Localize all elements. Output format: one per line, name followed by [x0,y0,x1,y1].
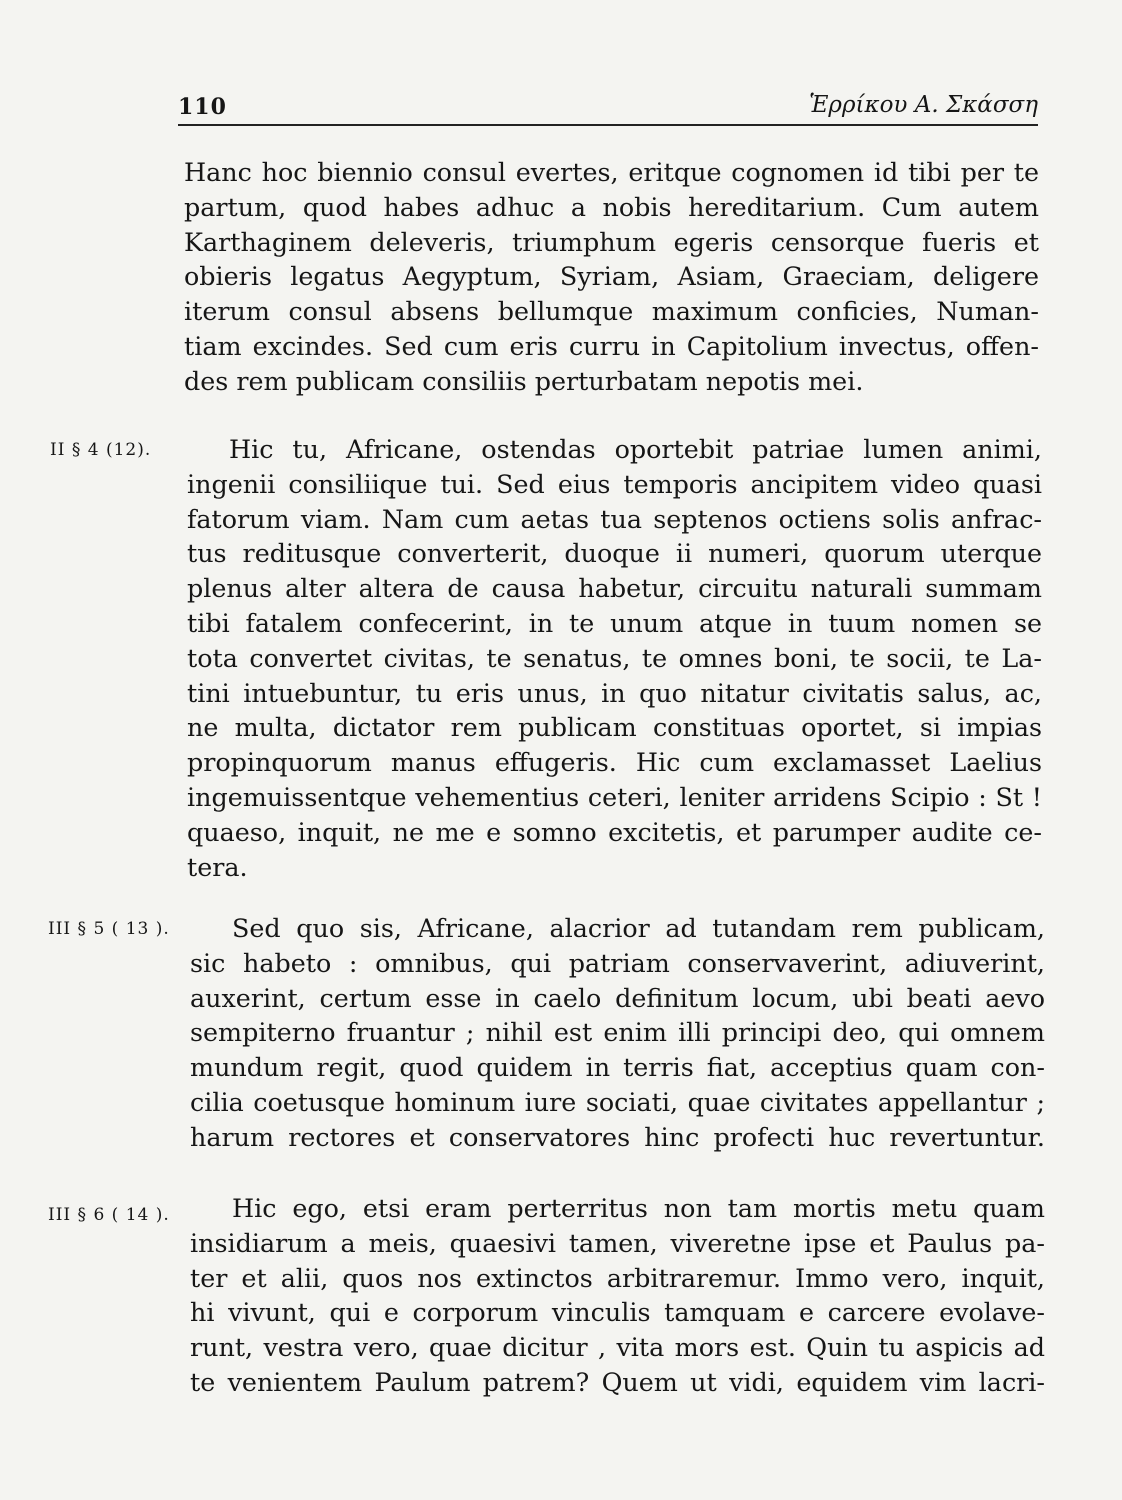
text-line: quaeso, inquit, ne me e somno excitetis, et parumper audite ce- [187,816,1042,847]
running-head: Ἑρρίκου Α. Σκάσση [809,92,1038,118]
text-line: ingenii consiliique tui. Sed eius temporis ancipitem video quasi [187,468,1042,499]
text-line: obieris legatus Aegyptum, Syriam, Asiam, Graeciam, deligere [184,261,1039,292]
text-line: sempiterno fruantur ; nihil est enim illi principi deo, qui omnem [190,1017,1045,1048]
text-line: Hic ego, etsi eram perterritus non tam mortis metu quam [232,1193,1045,1223]
text-line: sic habeto : omnibus, qui patriam conservaverint, adiuverint, [190,947,1045,978]
text-line: fatorum viam. Nam cum aetas tua septenos octiens solis anfrac- [187,503,1042,534]
text-line: auxerint, certum esse in caelo definitum locum, ubi beati aevo [190,982,1045,1013]
text-line: ter et alii, quos nos extinctos arbitraremur. Immo vero, inquit, [190,1262,1045,1293]
text-line: tiam excindes. Sed cum eris curru in Capitolium invectus, offen- [184,330,1039,361]
text-line: iterum consul absens bellumque maximum conficies, Numan- [184,296,1039,327]
section-reference: II § 4 (12). [50,440,152,460]
text-line: runt, vestra vero, quae dicitur , vita mors est. Quin tu aspicis ad [190,1332,1045,1363]
text-line: tibi fatalem confecerint, in te unum atque in tuum nomen se [187,607,1042,638]
text-line: Karthaginem deleveris, triumphum egeris censorque fueris et [184,226,1039,257]
paragraph [190,911,1045,1155]
section-reference: III § 5 ( 13 ). [48,919,170,939]
text-line: hi vivunt, qui e corporum vinculis tamquam e carcere evolave- [190,1297,1045,1328]
text-line: des rem publicam consiliis perturbatam nepotis mei. [184,365,864,396]
paragraph [184,155,1039,399]
text-line: tera. [187,851,248,882]
text-line: propinquorum manus effugeris. Hic cum exclamasset Laelius [187,747,1042,778]
page-number: 110 [178,94,227,120]
text-line: cilia coetusque hominum iure sociati, quae civitates appellantur ; [190,1086,1045,1117]
text-line: Hic tu, Africane, ostendas oportebit patriae lumen animi, [229,434,1042,464]
text-line: tini intuebuntur, tu eris unus, in quo nitatur civitatis salus, ac, [187,677,1042,708]
text-line: insidiarum a meis, quaesivi tamen, viveretne ipse et Paulus pa- [190,1227,1045,1258]
paragraph [187,432,1042,884]
text-line: mundum regit, quod quidem in terris fiat, acceptius quam con- [190,1052,1045,1083]
paragraph [190,1191,1045,1400]
text-line: ingemuissentque vehementius ceteri, leniter arridens Scipio : St ! [187,781,1042,812]
text-line: tota convertet civitas, te senatus, te omnes boni, te socii, te La- [187,642,1042,673]
text-line: partum, quod habes adhuc a nobis hereditarium. Cum autem [184,191,1039,222]
text-line: plenus alter altera de causa habetur, circuitu naturali summam [187,573,1042,604]
text-line: te venientem Paulum patrem? Quem ut vidi, equidem vim lacri- [190,1366,1045,1397]
text-line: tus reditusque converterit, duoque ii numeri, quorum uterque [187,538,1042,569]
page-header [178,86,1038,126]
text-line: harum rectores et conservatores hinc profecti huc revertuntur. [190,1121,1045,1152]
text-line: Sed quo sis, Africane, alacrior ad tutandam rem publicam, [232,913,1045,943]
text-line: ne multa, dictator rem publicam constituas oportet, si impias [187,712,1042,743]
text-line: Hanc hoc biennio consul evertes, eritque cognomen id tibi per te [184,157,1039,187]
section-reference: III § 6 ( 14 ). [48,1205,170,1225]
